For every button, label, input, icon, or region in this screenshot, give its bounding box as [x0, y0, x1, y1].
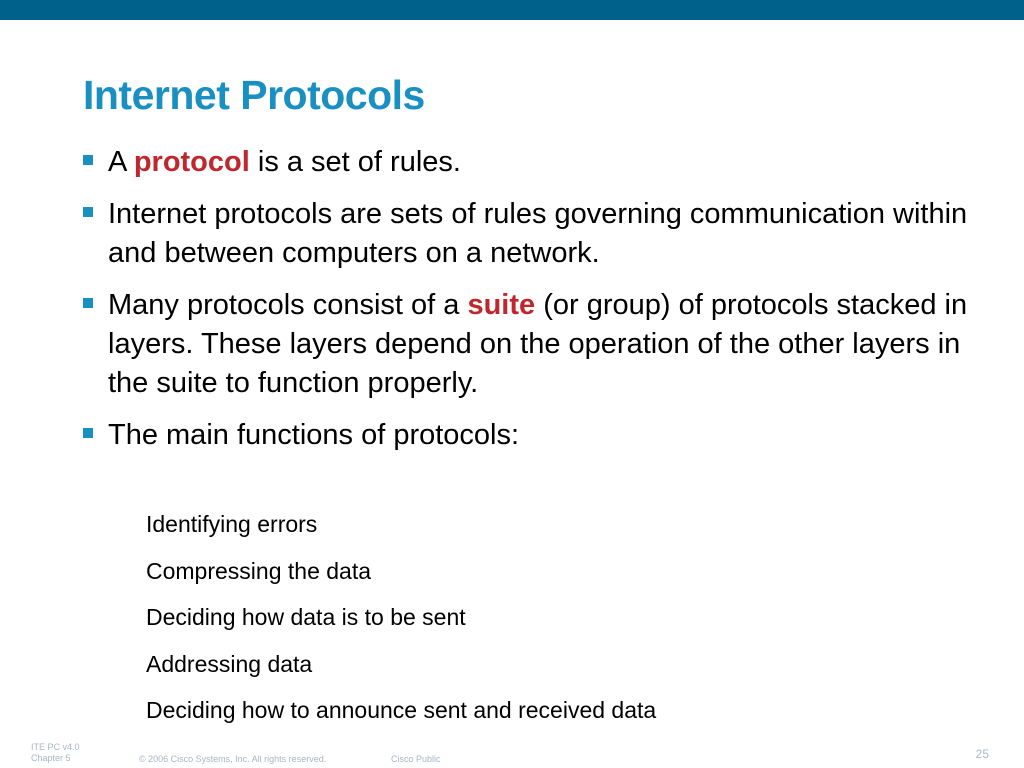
page-number: 25	[975, 747, 989, 761]
top-bar	[0, 0, 1024, 20]
footer-classification: Cisco Public	[391, 754, 441, 764]
sub-list	[146, 509, 656, 742]
slide-title: Internet Protocols	[83, 72, 425, 118]
bullet-text: (or group) of protocols stacked in layers. These layers depend on the operation of the other layers in the suite to function properly.	[108, 289, 968, 399]
highlight-term: suite	[467, 289, 536, 321]
bullet-text: Many protocols consist of a	[108, 289, 468, 321]
sub-list-item: Identifying errors	[146, 511, 318, 537]
bullet-list	[83, 143, 983, 468]
square-bullet-icon	[83, 207, 93, 217]
footer-copyright: © 2006 Cisco Systems, Inc. All rights reserved.	[139, 754, 327, 764]
sub-list-item: Compressing the data	[146, 557, 372, 584]
square-bullet-icon	[83, 155, 93, 165]
bullet-item	[83, 416, 983, 455]
square-bullet-icon	[83, 298, 93, 308]
footer-course-info	[31, 742, 80, 764]
sub-list-item: Deciding how data is to be sent	[146, 604, 466, 630]
footer-chapter: Chapter 5	[31, 753, 71, 763]
bullet-item	[83, 195, 983, 273]
bullet-text: is a set of rules.	[249, 146, 461, 178]
bullet-item	[83, 286, 983, 403]
bullet-text: A	[108, 146, 134, 178]
sub-list-item: Addressing data	[146, 650, 313, 677]
square-bullet-icon	[83, 428, 93, 438]
footer-course: ITE PC v4.0	[31, 742, 80, 752]
highlight-term: protocol	[133, 146, 250, 178]
bullet-text: Internet protocols are sets of rules governing communication within and between computers on a network.	[108, 198, 968, 269]
bullet-text: The main functions of protocols:	[108, 419, 520, 451]
sub-list-item: Deciding how to announce sent and received data	[146, 697, 657, 723]
bullet-item	[83, 143, 983, 182]
